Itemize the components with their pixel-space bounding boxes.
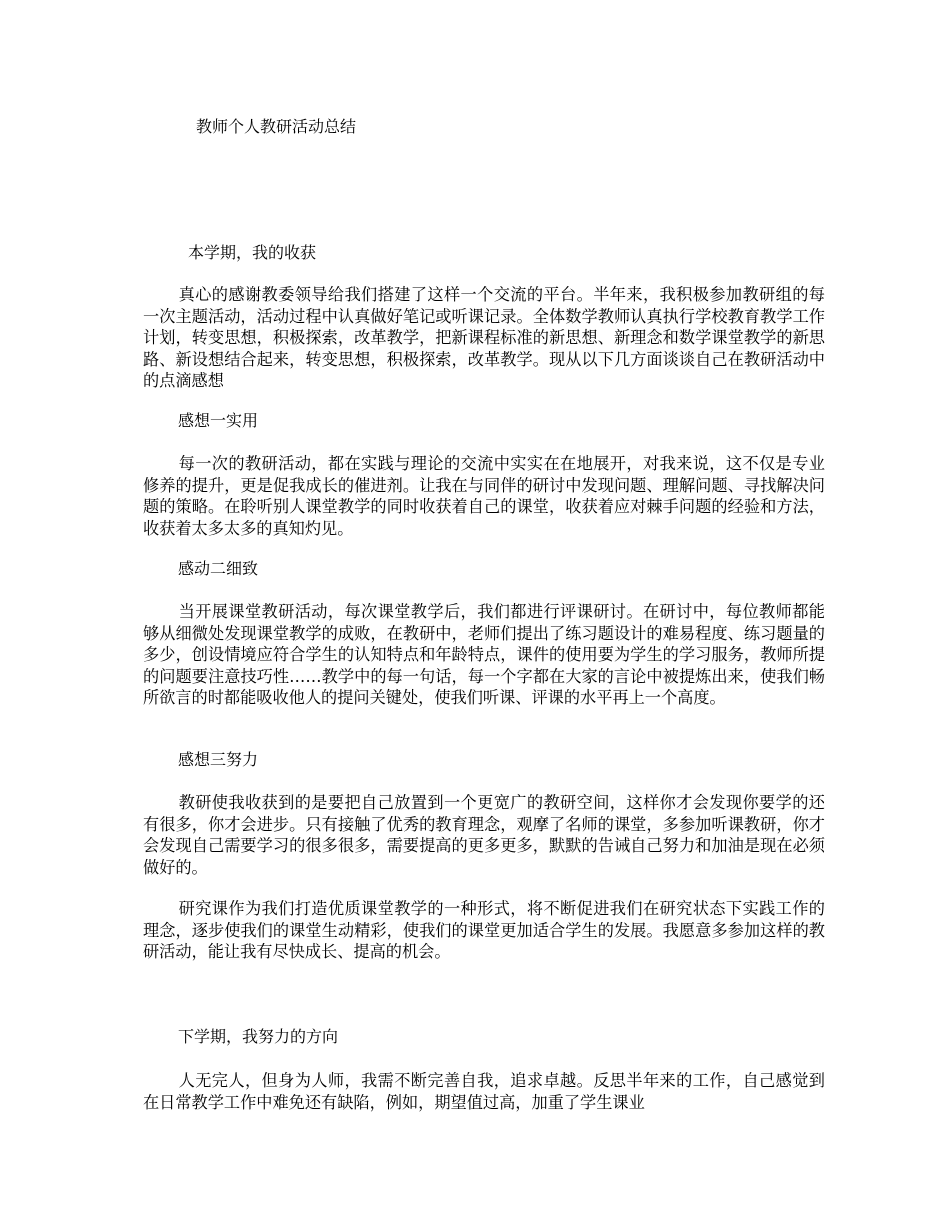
point-paragraph-effort: 教研使我收获到的是要把自己放置到一个更宽广的教研空间，这样你才会发现你要学的还有很多，你才会进步。只有接触了优秀的教育理念，观摩了名师的课堂，多参加听课教研，你才会发现自己需要学习的很多很多，需要提高的更多更多，默默的告诫自己努力和加油是现在必须做好的。: [143, 793, 825, 877]
point-paragraph-practical: 每一次的教研活动，都在实践与理论的交流中实实在在地展开，对我来说，这不仅是专业修养的提升，更是促我成长的催进剂。让我在与同伴的研讨中发现问题、理解问题、寻找解决问题的策略。在聆听别人课堂教学的同时收获着自己的课堂，收获着应对棘手问题的经验和方法，收获着太多太多的真知灼见。: [143, 454, 825, 538]
point-paragraph-detailed: 当开展课堂教研活动，每次课堂教学后，我们都进行评课研讨。在研讨中，每位教师都能够从细微处发现课堂教学的成败，在教研中，老师们提出了练习题设计的难易程度、练习题量的多少，创设情境应符合学生的认知特点和年龄特点，课件的使用要为学生的学习服务，教师所提的问题要注意技巧性……教学中的每一句话，每一个字都在大家的言论中被提炼出来，使我们畅所欲言的时都能吸收他人的提问关键处，使我们听课、评课的水平再上一个高度。: [143, 602, 825, 707]
intro-paragraph: 真心的感谢教委领导给我们搭建了这样一个交流的平台。半年来，我积极参加教研组的每一次主题活动，活动过程中认真做好笔记或听课记录。全体数学教师认真执行学校教育教学工作计划，转变思想，积极探索，改革教学，把新课程标准的新思想、新理念和数学课堂教学的新思路、新设想结合起来，转变思想，积极探索，改革教学。现从以下几方面谈谈自己在教研活动中的点滴感想: [143, 285, 825, 390]
point-heading-detailed: 感动二细致: [178, 559, 259, 578]
section-heading-next-semester: 下学期，我努力的方向: [178, 1027, 339, 1046]
section-heading-this-semester: 本学期，我的收获: [188, 243, 317, 262]
point-heading-effort: 感想三努力: [178, 750, 259, 769]
closing-paragraph: 研究课作为我们打造优质课堂教学的一种形式，将不断促进我们在研究状态下实践工作的理念，逐步使我们的课堂生动精彩，使我们的课堂更加适合学生的发展。我愿意多参加这样的教研活动，能让我有尽快成长、提高的机会。: [143, 899, 825, 961]
document-title: 教师个人教研活动总结: [196, 117, 357, 136]
next-semester-paragraph: 人无完人，但身为人师，我需不断完善自我，追求卓越。反思半年来的工作，自己感觉到在日常教学工作中难免还有缺陷，例如，期望值过高，加重了学生课业: [143, 1071, 825, 1112]
point-heading-practical: 感想一实用: [178, 411, 259, 430]
